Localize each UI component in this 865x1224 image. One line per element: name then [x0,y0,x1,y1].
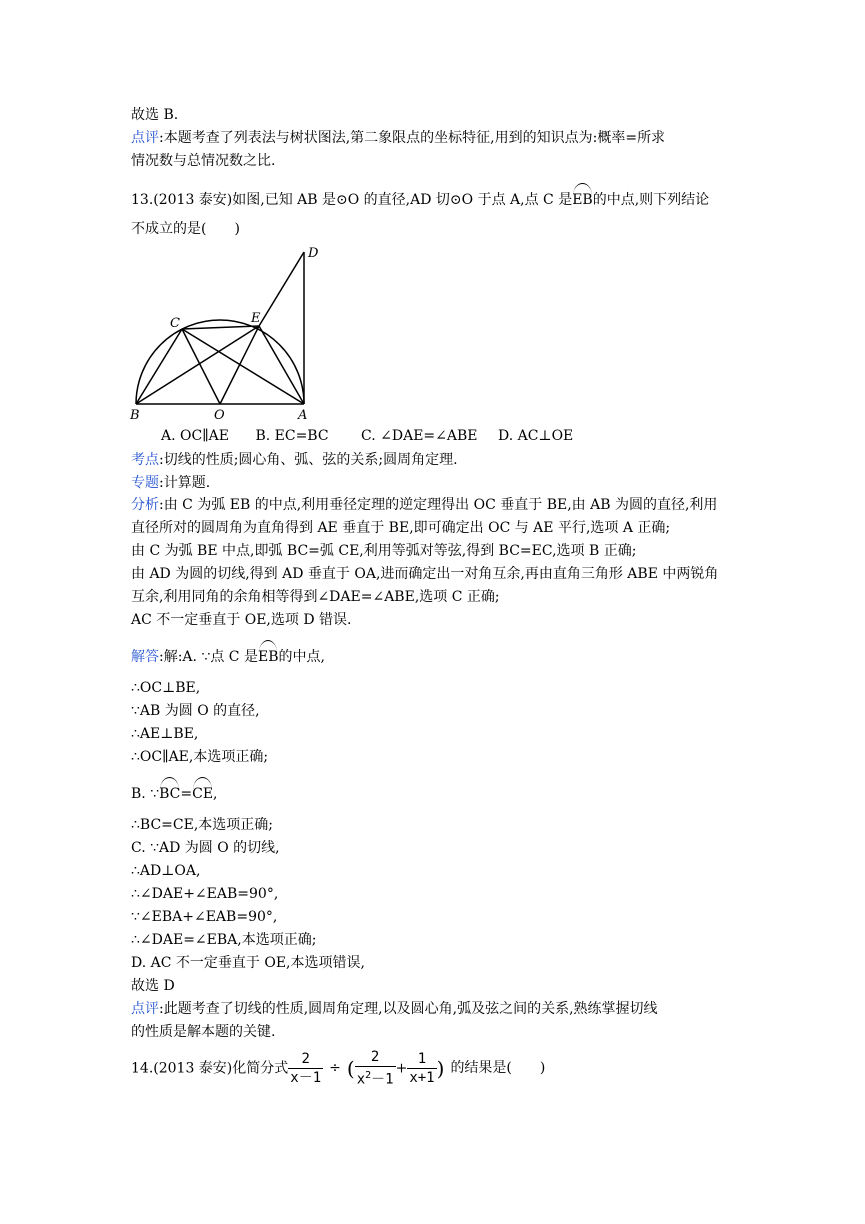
review-1 [131,129,665,147]
fraction-1-num: 2 [288,1050,323,1069]
kaodian-tag: 考点 [131,452,159,468]
right-paren: ) [436,1056,445,1081]
q14-stem [131,1048,545,1089]
fraction-2-den [355,1067,396,1089]
equals-sign: = [180,786,193,802]
step-b [131,783,218,803]
divide-sign: ÷ [329,1060,341,1077]
q13-stem-b: 的中点,则下列结论 [592,192,710,208]
step-8: ∴∠DAE+∠EAB=90°, [131,886,279,902]
fenxi-line3: 由 C 为弧 BE 中点,即弧 BC=弧 CE,利用等弧对等弦,得到 BC=EC,选项 B 正确; [131,543,637,559]
step-7: ∴AD⊥OA, [131,863,201,879]
segment-ce [182,326,259,329]
jieda-tag: 解答 [131,649,159,665]
review2-text: :此题考查了切线的性质,圆周角定理,以及圆心角,弧及弦之间的关系,熟练掌握切线 [159,1001,658,1017]
step-6: C. ∵AD 为圆 O 的切线, [131,840,280,856]
review-1-line2: 情况数与总情况数之比. [131,153,276,169]
fraction-1-den: x－1 [290,1069,322,1086]
fraction-3 [407,1050,436,1087]
review-2-line2: 的性质是解本题的关键. [131,1024,276,1040]
fenxi-line4: 由 AD 为圆的切线,得到 AD 垂直于 OA,进而确定出一对角互余,再由直角三角形 ABE 中两锐角 [131,566,719,582]
label-b: B [130,408,140,423]
zhuanti-tag: 专题 [131,475,159,491]
arc-bc: BC [159,783,180,803]
fenxi-line2: 直径所对的圆周角为直角得到 AE 垂直于 BE,即可确定出 OC 与 AE 平行,选项 A 正确; [131,520,671,536]
arc-ce: CE [192,783,213,803]
geometry-figure [128,240,328,425]
step-11: D. AC 不一定垂直于 OE,本选项错误, [131,955,365,971]
option-b: B. EC=BC [255,428,329,444]
step-2: ∵AB 为圆 O 的直径, [131,703,260,719]
fenxi [131,496,717,514]
review2-tag: 点评 [131,1001,159,1017]
q13-stem-line2: 不成立的是( ) [131,221,240,237]
step-12: 故选 D [131,978,175,994]
step-b-prefix: B. ∵ [131,786,160,802]
jieda [131,646,325,666]
step-1: ∴OC⊥BE, [131,680,201,696]
step-10: ∴∠DAE=∠EBA,本选项正确; [131,932,317,948]
label-o: O [214,408,225,423]
fraction-1 [288,1050,323,1087]
fenxi-line1: :由 C 为弧 EB 的中点,利用垂径定理的逆定理得出 OC 垂直于 BE,由 AB 为圆的直径,利用 [159,497,718,513]
left-paren: ( [346,1056,355,1081]
plus-sign: + [395,1060,408,1077]
label-d: D [308,246,319,261]
q14-suffix: 的结果是( ) [450,1060,546,1077]
option-d: D. AC⊥OE [497,428,574,444]
kaodian-text: :切线的性质;圆心角、弧、弦的关系;圆周角定理. [159,452,458,468]
fenxi-tag: 分析 [131,497,159,513]
q13-options [161,427,573,445]
q13-stem [131,189,709,209]
fraction-2-den-base: x [356,1071,366,1088]
zhuanti [131,474,210,492]
review-tag: 点评 [131,130,159,146]
fraction-2-den-exp: 2 [365,1070,372,1081]
step-9: ∵∠EBA+∠EAB=90°, [131,909,278,925]
segment-bc [136,329,182,404]
review-1-text: :本题考查了列表法与树状图法,第二象限点的坐标特征,用到的知识点为:概率=所求 [159,130,666,146]
label-e: E [251,311,261,326]
segment-ed [259,252,304,326]
option-a: A. OC∥AE [161,428,229,444]
step-5: ∴BC=CE,本选项正确; [131,817,273,833]
fenxi-line6: AC 不一定垂直于 OE,选项 D 错误. [131,612,352,628]
fraction-3-num: 1 [407,1050,436,1069]
label-c: C [170,316,180,331]
segment-ea [259,326,304,404]
q13-stem-a: 13.(2013 泰安)如图,已知 AB 是⊙O 的直径,AD 切⊙O 于点 A,点 C 是 [131,192,573,208]
fraction-3-den: x+1 [409,1069,435,1086]
zhuanti-text: :计算题. [159,475,211,491]
jieda-line1b: 的中点, [278,649,325,665]
fenxi-line5: 互余,利用同角的余角相等得到∠DAE=∠ABE,选项 C 正确; [131,589,500,605]
q14-prefix: 14.(2013 泰安)化简分式 [131,1060,289,1077]
fraction-2 [355,1048,396,1089]
fraction-2-den-rest: －1 [371,1071,394,1088]
option-c: C. ∠DAE=∠ABE [361,428,478,444]
jieda-line1a: :解:A. ∵点 C 是 [159,649,258,665]
arc-eb: EB [572,189,593,209]
step-b-suffix: , [213,786,218,802]
label-a: A [298,408,308,423]
kaodian [131,451,458,469]
arc-eb-2: EB [258,646,279,666]
review-2 [131,1000,658,1018]
step-4: ∴OC∥AE,本选项正确; [131,749,269,765]
fraction-2-num: 2 [355,1048,396,1067]
step-3: ∴AE⊥BE, [131,726,199,742]
answer-choice-b: 故选 B. [131,107,179,123]
